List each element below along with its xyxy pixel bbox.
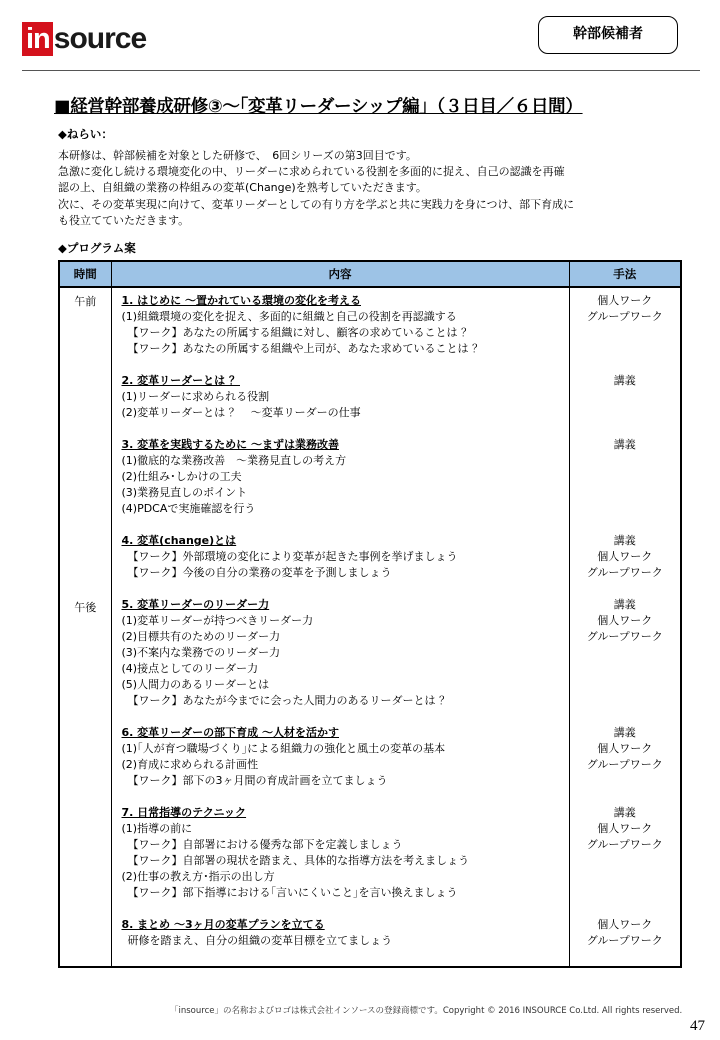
method-item: 個人ワーク bbox=[597, 550, 653, 563]
program-item: 【ワーク】自部署の現状を踏まえ、具体的な指導方法を考えましょう bbox=[127, 854, 470, 867]
aim-heading: ◆ねらい： bbox=[58, 127, 113, 141]
header-divider bbox=[22, 70, 700, 71]
method-item: 講義 bbox=[613, 438, 636, 451]
program-item: (1)組織環境の変化を捉え、多面的に組織と自己の役割を再認識する bbox=[121, 310, 457, 323]
time-pm-label: 午後 bbox=[74, 601, 97, 614]
method-item: 個人ワーク bbox=[597, 614, 653, 627]
program-item: 【ワーク】部下指導における｢言いにくいこと｣を言い換えましょう bbox=[127, 886, 458, 899]
program-item: (1)変革リーダーが持つべきリーダー力 bbox=[121, 614, 314, 627]
program-item: (4)接点としてのリーダー力 bbox=[121, 662, 259, 675]
method-block bbox=[570, 725, 681, 789]
method-item: グループワーク bbox=[586, 758, 663, 771]
method-item: グループワーク bbox=[586, 838, 663, 851]
program-item: (3)不案内な業務でのリーダー力 bbox=[121, 646, 281, 659]
program-block bbox=[122, 373, 569, 421]
method-spacer bbox=[570, 869, 681, 885]
method-spacer bbox=[570, 501, 681, 517]
method-item: 個人ワーク bbox=[597, 742, 653, 755]
aim-text bbox=[58, 148, 658, 229]
method-item: 講義 bbox=[613, 806, 636, 819]
program-block-title: 5. 変革リーダーのリーダー力 bbox=[121, 598, 270, 611]
program-item: 【ワーク】今後の自分の業務の変革を予測しましょう bbox=[127, 566, 392, 579]
table-row bbox=[59, 287, 681, 967]
program-item: (2)育成に求められる計画性 bbox=[121, 758, 259, 771]
program-item: (2)仕事の教え方･指示の出し方 bbox=[121, 870, 275, 883]
program-heading: ◆プログラム案 bbox=[58, 241, 136, 255]
program-item: (4)PDCAで実施確認を行う bbox=[121, 502, 256, 515]
program-block bbox=[122, 805, 569, 901]
aim-line: 本研修は、幹部候補を対象とした研修で、 6回シリーズの第3回目です。 bbox=[58, 149, 417, 162]
program-block bbox=[122, 293, 569, 357]
program-item: 【ワーク】あなたが今までに会った人間力のあるリーダーとは ？ bbox=[127, 694, 450, 707]
method-item: グループワーク bbox=[586, 310, 663, 323]
program-block-title: 8. まとめ ～3ヶ月の変革プランを立てる bbox=[121, 918, 325, 931]
method-spacer bbox=[570, 341, 681, 357]
program-block-title: 4. 変革(change)とは bbox=[121, 534, 237, 547]
method-item: 個人ワーク bbox=[597, 294, 653, 307]
method-spacer bbox=[570, 645, 681, 661]
method-spacer bbox=[570, 885, 681, 901]
method-spacer bbox=[570, 773, 681, 789]
aim-line: 認の上、自組織の業務の枠組みの変革(Change)を熟考していただきます。 bbox=[58, 181, 427, 195]
method-spacer bbox=[570, 389, 681, 405]
aim-line: も役立てていただきます。 bbox=[58, 213, 190, 227]
method-item: 講義 bbox=[613, 726, 636, 739]
page-number: 47 bbox=[690, 1018, 705, 1034]
program-block-title: 1. はじめに ～置かれている環境の変化を考える bbox=[121, 294, 361, 307]
method-block bbox=[570, 293, 681, 357]
aim-line: 急激に変化し続ける環境変化の中、リーダーに求められている役割を多面的に捉え、自己の認識を再確 bbox=[58, 165, 565, 179]
program-block bbox=[122, 597, 569, 709]
method-spacer bbox=[570, 661, 681, 677]
col-header-time: 時間 bbox=[59, 261, 111, 287]
method-block bbox=[570, 373, 681, 421]
logo-wordmark: source bbox=[53, 22, 147, 55]
target-badge: 幹部候補者 bbox=[538, 16, 678, 54]
program-item: 【ワーク】部下の3ヶ月間の育成計画を立てましょう bbox=[127, 774, 388, 787]
method-spacer bbox=[570, 693, 681, 709]
method-spacer bbox=[570, 405, 681, 421]
program-block bbox=[122, 437, 569, 517]
method-block bbox=[570, 597, 681, 709]
content-cell bbox=[111, 287, 569, 967]
program-table bbox=[58, 260, 682, 968]
col-header-content: 内容 bbox=[111, 261, 569, 287]
program-item: 研修を踏まえ、自分の組織の変革目標を立てましょう bbox=[127, 934, 393, 947]
program-block-title: 3. 変革を実践するために ～まずは業務改善 bbox=[121, 438, 339, 451]
method-spacer bbox=[570, 469, 681, 485]
program-item: 【ワーク】あなたの所属する組織に対し、顧客の求めていることは ？ bbox=[127, 326, 472, 339]
time-am-label: 午前 bbox=[74, 295, 97, 308]
page-title: ■経営幹部養成研修③～｢変革リーダーシップ編｣（３日目／６日間） bbox=[54, 97, 583, 117]
program-item: (3)業務見直しのポイント bbox=[121, 486, 248, 499]
table-header-row bbox=[59, 261, 681, 287]
method-item: グループワーク bbox=[586, 566, 663, 579]
program-block-title: 7. 日常指導のテクニック bbox=[121, 806, 247, 819]
program-block-title: 2. 変革リーダーとは ？ bbox=[121, 374, 240, 387]
program-item: (1)リーダーに求められる役割 bbox=[121, 390, 270, 403]
col-header-method: 手法 bbox=[569, 261, 681, 287]
program-item: 【ワーク】あなたの所属する組織や上司が、あなた求めていることは ？ bbox=[127, 342, 483, 355]
program-item: (1)徹底的な業務改善 ～業務見直しの考え方 bbox=[121, 454, 347, 467]
method-item: 個人ワーク bbox=[597, 822, 653, 835]
program-item: (2)変革リーダーとは ？ ～変革リーダーの仕事 bbox=[121, 406, 361, 419]
copyright-footer: 「insource」の名称およびロゴは株式会社インソースの登録商標です。Copyright © 2016 INSOURCE Co.Ltd. All rights reserved. bbox=[170, 1006, 683, 1016]
method-spacer bbox=[570, 485, 681, 501]
logo-in-mark: in bbox=[22, 22, 53, 56]
method-spacer bbox=[570, 853, 681, 869]
method-spacer bbox=[570, 453, 681, 469]
program-block-title: 6. 変革リーダーの部下育成 ～人材を活かす bbox=[121, 726, 339, 739]
method-item: 個人ワーク bbox=[597, 918, 653, 931]
program-item: 【ワーク】自部署における優秀な部下を定義しましょう bbox=[127, 838, 403, 851]
method-item: 講義 bbox=[613, 598, 636, 611]
program-item: (5)人間力のあるリーダーとは bbox=[121, 678, 270, 691]
insource-logo bbox=[22, 22, 146, 56]
method-block bbox=[570, 917, 681, 949]
program-item: (2)仕組み･しかけの工夫 bbox=[121, 470, 242, 483]
method-block bbox=[570, 533, 681, 581]
method-block bbox=[570, 805, 681, 901]
program-block bbox=[122, 533, 569, 581]
method-item: グループワーク bbox=[586, 934, 663, 947]
method-cell bbox=[569, 287, 681, 967]
time-cell bbox=[59, 287, 111, 967]
method-item: 講義 bbox=[613, 374, 636, 387]
program-item: (1)指導の前に bbox=[121, 822, 193, 835]
program-item: 【ワーク】外部環境の変化により変革が起きた事例を挙げましょう bbox=[127, 550, 458, 563]
method-item: 講義 bbox=[613, 534, 636, 547]
method-spacer bbox=[570, 677, 681, 693]
method-block bbox=[570, 437, 681, 517]
program-item: (2)目標共有のためのリーダー力 bbox=[121, 630, 281, 643]
program-block bbox=[122, 725, 569, 789]
method-spacer bbox=[570, 325, 681, 341]
program-block bbox=[122, 917, 569, 949]
aim-line: 次に、その変革実現に向けて、変革リーダーとしての有り方を学ぶと共に実践力を身につけ、部下育成に bbox=[58, 197, 575, 211]
method-item: グループワーク bbox=[586, 630, 663, 643]
program-item: (1)｢人が育つ職場づくり｣による組織力の強化と風土の変革の基本 bbox=[121, 742, 446, 755]
